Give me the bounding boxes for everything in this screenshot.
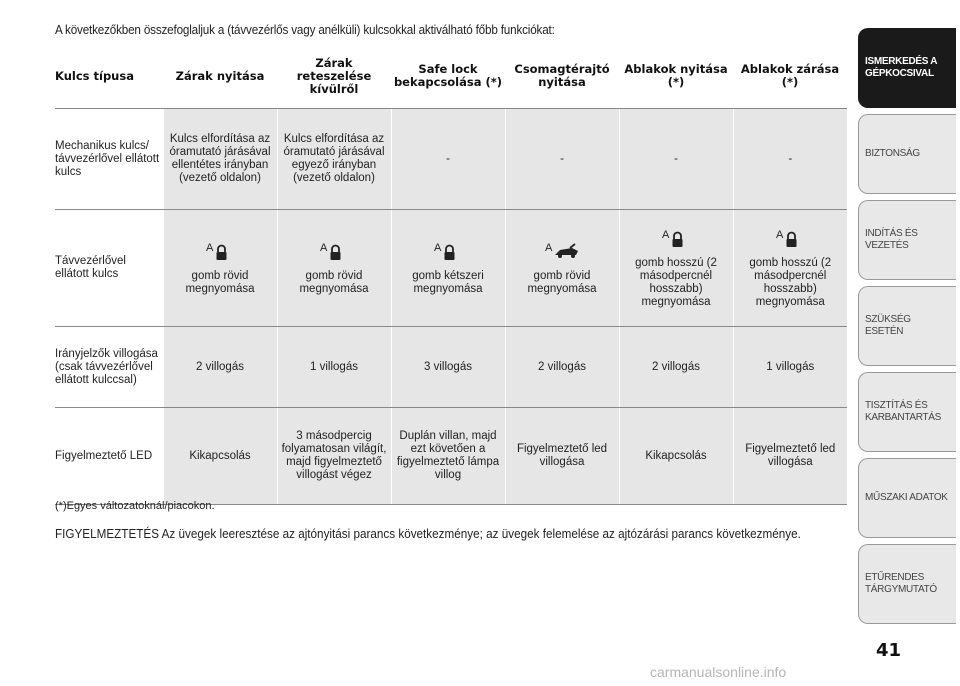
cell-text: gomb hosszú (2 másodpercnél hosszabb) megnyomása — [635, 257, 717, 308]
tab-technical-data[interactable]: MŰSZAKI ADATOK — [858, 458, 956, 538]
tab-getting-to-know[interactable]: ISMERKEDÉS A GÉPKOCSIVAL — [858, 28, 956, 108]
table-cell — [277, 210, 391, 327]
header-windows-close: Ablakok zárása (*) — [733, 44, 847, 109]
table-cell: 2 villogás — [163, 327, 277, 408]
header-tailgate-open: Csomagtérajtó nyitása — [505, 44, 619, 109]
table-row — [55, 210, 847, 327]
icon-letter: A — [320, 242, 328, 254]
icon-letter: A — [776, 229, 784, 241]
table-cell — [619, 210, 733, 327]
table-cell: Kulcs elfordítása az óramutató járásával ellentétes irányban (vezető oldalon) — [163, 109, 277, 210]
warning-text: FIGYELMEZTETÉS Az üvegek leeresztése az ajtónyitási parancs következménye; az üvegek felemelése az ajtózárási parancs következménye. — [55, 526, 801, 541]
icon-letter: A — [545, 242, 553, 254]
table-cell: Duplán villan, majd ezt követően a figyelmeztető lámpa villog — [391, 408, 505, 505]
cell-text: gomb rövid megnyomása — [299, 270, 369, 295]
table-cell: 3 másodpercig folyamatosan világít, majd figyelmeztető villogást végez — [277, 408, 391, 505]
lock-icon — [167, 240, 274, 262]
lock-icon — [395, 240, 502, 262]
table-cell: - — [619, 109, 733, 210]
table-cell: - — [391, 109, 505, 210]
row-label: Irányjelzők villogása (csak távvezérlővel ellátott kulccsal) — [55, 327, 163, 408]
table-row — [55, 109, 847, 210]
table-header-row — [55, 44, 847, 109]
lock-icon — [281, 240, 388, 262]
header-windows-open: Ablakok nyitása (*) — [619, 44, 733, 109]
cell-text: gomb rövid megnyomása — [527, 270, 597, 295]
cell-text: gomb kétszeri megnyomása — [412, 270, 484, 295]
table-cell: 1 villogás — [733, 327, 847, 408]
table-cell: - — [505, 109, 619, 210]
intro-text: A következőkben összefoglaljuk a (távvezérlős vagy anélküli) kulcsokkal aktiválható főbb funkciókat: — [55, 22, 555, 37]
cell-text: gomb rövid megnyomása — [185, 270, 255, 295]
header-safe-lock: Safe lock bekapcsolása (*) — [391, 44, 505, 109]
tab-index[interactable]: ETŰRENDES TÁRGYMUTATÓ — [858, 544, 956, 624]
table-cell: Kikapcsolás — [163, 408, 277, 505]
table-cell: 3 villogás — [391, 327, 505, 408]
row-label: Mechanikus kulcs/ távvezérlővel ellátott kulcs — [55, 109, 163, 210]
row-label: Figyelmeztető LED — [55, 408, 163, 505]
header-unlock: Zárak nyitása — [163, 44, 277, 109]
footnote: (*)Egyes változatoknál/piacokon. — [55, 500, 215, 512]
icon-letter: A — [434, 242, 442, 254]
table-cell — [163, 210, 277, 327]
header-key-type: Kulcs típusa — [55, 44, 163, 109]
car-trunk-icon — [509, 240, 616, 262]
header-lock-outside: Zárak reteszelése kívülről — [277, 44, 391, 109]
tab-starting-driving[interactable]: INDÍTÁS ÉS VEZETÉS — [858, 200, 956, 280]
tab-maintenance[interactable]: TISZTÍTÁS ÉS KARBANTARTÁS — [858, 372, 956, 452]
table-cell: 2 villogás — [505, 327, 619, 408]
table-cell: Kulcs elfordítása az óramutató járásával egyező irányban (vezető oldalon) — [277, 109, 391, 210]
table-row — [55, 327, 847, 408]
watermark: carmanualsonline.info — [650, 664, 787, 680]
key-functions-table — [55, 44, 847, 505]
table-row — [55, 408, 847, 505]
table-cell: Figyelmeztető led villogása — [733, 408, 847, 505]
tab-safety[interactable]: BIZTONSÁG — [858, 114, 956, 194]
lock-icon — [623, 227, 730, 249]
table-cell: 1 villogás — [277, 327, 391, 408]
page-number: 41 — [876, 640, 902, 661]
cell-text: gomb hosszú (2 másodpercnél hosszabb) megnyomása — [749, 257, 832, 308]
table-cell — [733, 210, 847, 327]
table-cell — [391, 210, 505, 327]
table-cell: - — [733, 109, 847, 210]
tab-emergency[interactable]: SZÜKSÉG ESETÉN — [858, 286, 956, 366]
table-cell: Kikapcsolás — [619, 408, 733, 505]
icon-letter: A — [206, 242, 214, 254]
icon-letter: A — [662, 229, 670, 241]
table-cell: Figyelmeztető led villogása — [505, 408, 619, 505]
row-label: Távvezérlővel ellátott kulcs — [55, 210, 163, 327]
table-cell: 2 villogás — [619, 327, 733, 408]
lock-icon — [737, 227, 845, 249]
table-cell — [505, 210, 619, 327]
